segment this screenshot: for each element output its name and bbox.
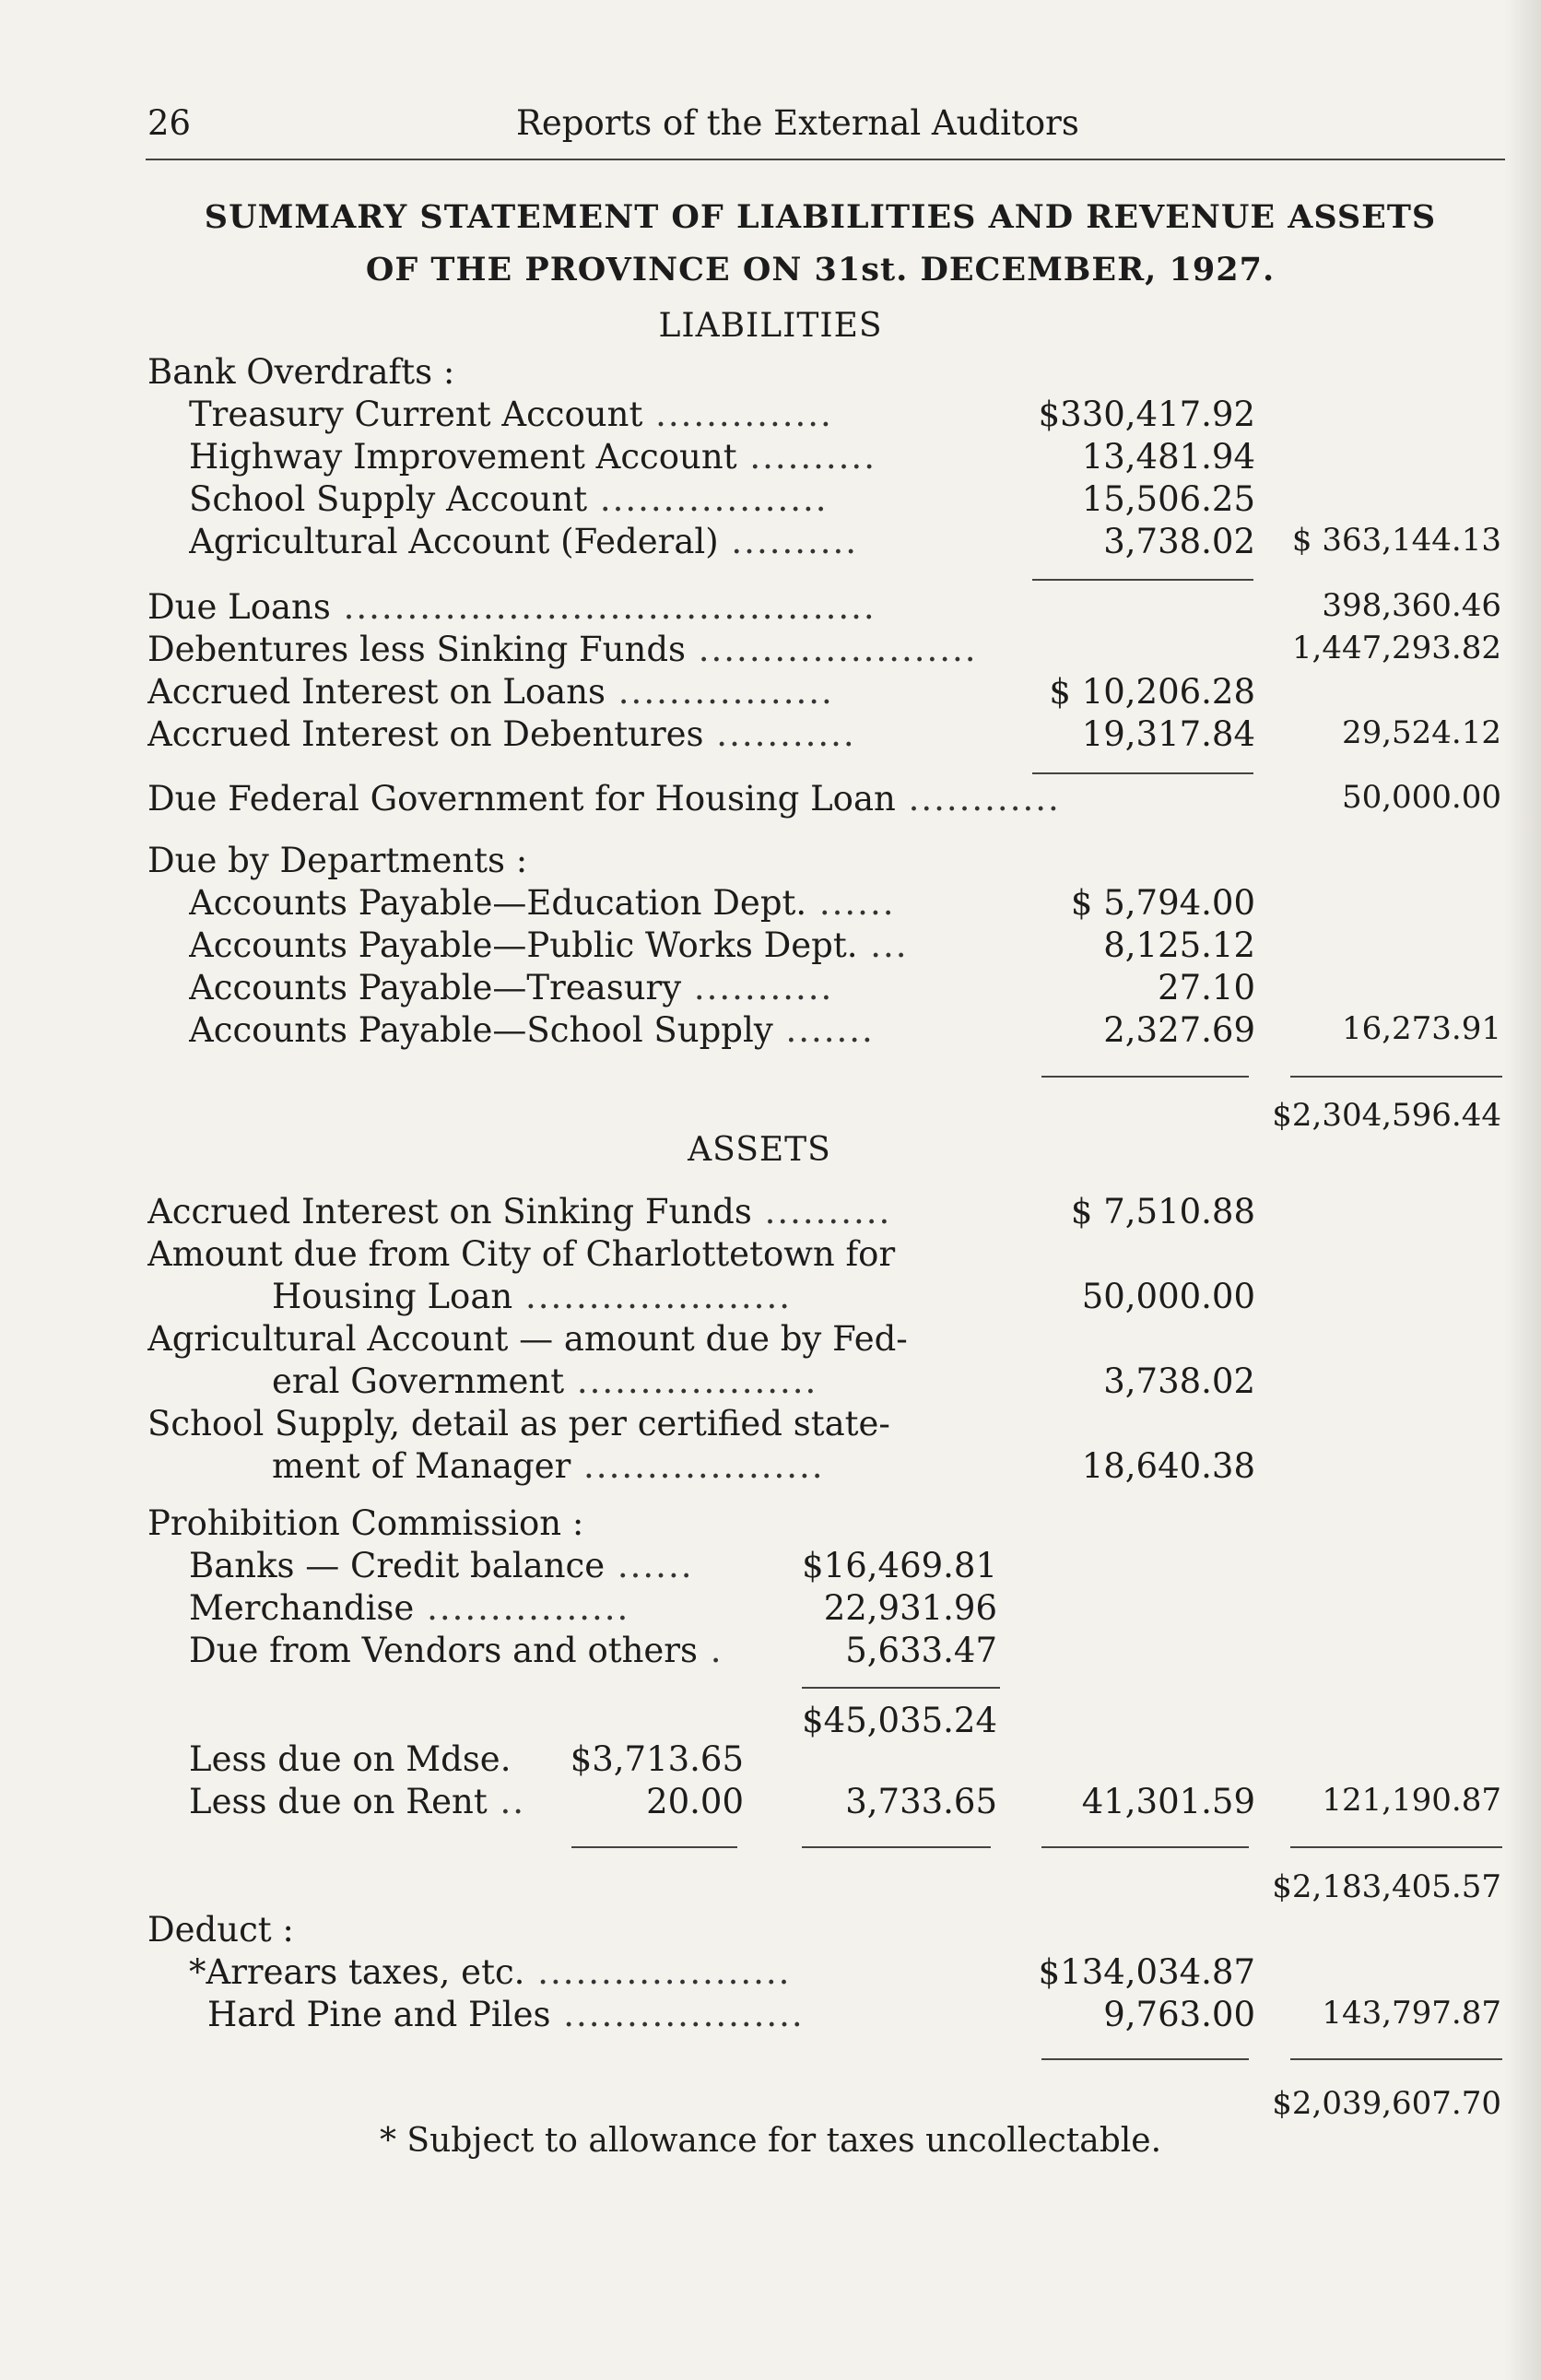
assets-heading: ASSETS (688, 1131, 831, 1169)
row-label: Due Loans .......................................... (147, 587, 876, 627)
row-label: Housing Loan ..................... (272, 1277, 792, 1316)
row-label: Accrued Interest on Loans ................. (147, 672, 834, 712)
subtotal-rule (802, 1846, 991, 1848)
row-total: 121,190.87 (1322, 1782, 1501, 1819)
page-header (147, 103, 1502, 149)
table-row (0, 1631, 1541, 1673)
row-total: 398,360.46 (1322, 587, 1501, 624)
row-amount: $3,713.65 (570, 1739, 744, 1779)
table-row (0, 587, 1541, 630)
row-amount: 13,481.94 (1081, 437, 1255, 477)
row-net: 41,301.59 (1081, 1782, 1255, 1821)
table-row (0, 1588, 1541, 1631)
bank-overdrafts-heading-row (0, 352, 1541, 395)
liabilities-heading: LIABILITIES (658, 307, 883, 345)
row-label: Accounts Payable—Public Works Dept. ... (189, 925, 909, 965)
row-total: 29,524.12 (1341, 714, 1501, 751)
prohibition-subtotal: $45,035.24 (802, 1701, 997, 1740)
row-total: 1,447,293.82 (1291, 630, 1501, 666)
row-amount: 5,633.47 (845, 1631, 997, 1670)
liabilities-grand-total: $2,304,596.44 (1272, 1097, 1501, 1134)
table-row (0, 968, 1541, 1010)
row-label: Due from Vendors and others . (189, 1631, 723, 1670)
row-amount: $330,417.92 (1038, 395, 1255, 434)
table-row (0, 779, 1541, 821)
row-amount: 18,640.38 (1081, 1446, 1255, 1486)
row-amount: 27.10 (1158, 968, 1255, 1007)
table-row (0, 1701, 1541, 1743)
row-label: Highway Improvement Account .......... (189, 437, 876, 477)
header-rule (146, 159, 1505, 160)
table-row (0, 630, 1541, 672)
table-row (0, 437, 1541, 479)
row-amount: $16,469.81 (802, 1546, 997, 1585)
total-rule (1290, 1076, 1502, 1078)
table-row (0, 1010, 1541, 1053)
row-amount: 22,931.96 (823, 1588, 997, 1628)
subtotal-rule (1032, 772, 1253, 774)
table-row (0, 1868, 1541, 1911)
row-amount: $ 10,206.28 (1049, 672, 1255, 712)
running-head: Reports of the External Auditors (516, 103, 1079, 143)
table-row (0, 1995, 1541, 2037)
row-label: Accrued Interest on Sinking Funds .......... (147, 1192, 892, 1231)
row-total: $ 363,144.13 (1291, 522, 1501, 559)
bank-overdrafts-heading: Bank Overdrafts : (147, 352, 455, 392)
row-amount: 20.00 (646, 1782, 744, 1821)
row-amount: 8,125.12 (1103, 925, 1255, 965)
row-label: Accrued Interest on Debentures ........... (147, 714, 856, 754)
row-total: 143,797.87 (1322, 1995, 1501, 2032)
table-row (0, 1319, 1541, 1361)
table-row (0, 479, 1541, 522)
row-amount: 50,000.00 (1081, 1277, 1255, 1316)
net-total: $2,039,607.70 (1272, 2085, 1501, 2122)
row-less-total: 3,733.65 (845, 1782, 997, 1821)
statement-title-line-2: OF THE PROVINCE ON 31st. DECEMBER, 1927. (365, 251, 1276, 289)
row-label: School Supply, detail as per certified state- (147, 1404, 890, 1443)
table-row (0, 1361, 1541, 1404)
statement-title-line-1: SUMMARY STATEMENT OF LIABILITIES AND REVENUE ASSETS (204, 198, 1437, 236)
table-row (0, 1404, 1541, 1446)
table-row (0, 395, 1541, 437)
total-rule (1290, 2058, 1502, 2060)
row-label: Less due on Rent .. (189, 1782, 525, 1821)
row-amount: 3,738.02 (1103, 522, 1255, 561)
row-total: 16,273.91 (1341, 1010, 1501, 1047)
prohibition-heading-row (0, 1503, 1541, 1546)
row-label: Less due on Mdse. (189, 1739, 512, 1779)
row-amount: 9,763.00 (1103, 1995, 1255, 2034)
table-row (0, 1546, 1541, 1588)
subtotal-rule (1041, 2058, 1249, 2060)
row-label: School Supply Account .................. (189, 479, 829, 519)
row-amount: 15,506.25 (1081, 479, 1255, 519)
footnote: * Subject to allowance for taxes uncollectable. (379, 2122, 1162, 2160)
due-by-departments-heading-row (0, 841, 1541, 883)
subtotal-rule (802, 1687, 1000, 1689)
row-label: Treasury Current Account .............. (189, 395, 833, 434)
row-total: 50,000.00 (1341, 779, 1501, 816)
row-label: Due Federal Government for Housing Loan ............ (147, 779, 1061, 819)
row-label: Accounts Payable—Treasury ........... (189, 968, 834, 1007)
row-amount: $ 7,510.88 (1070, 1192, 1255, 1231)
row-label: Debentures less Sinking Funds ...................... (147, 630, 978, 669)
prohibition-heading: Prohibition Commission : (147, 1503, 584, 1543)
table-row (0, 925, 1541, 968)
total-rule (1290, 1846, 1502, 1848)
row-amount: $134,034.87 (1038, 1952, 1255, 1992)
subtotal-rule (571, 1846, 737, 1848)
due-by-departments-heading: Due by Departments : (147, 841, 528, 880)
row-label: Accounts Payable—Education Dept. ...... (189, 883, 896, 923)
deduct-heading: Deduct : (147, 1910, 294, 1950)
row-label: *Arrears taxes, etc. .................... (189, 1952, 792, 1992)
row-label: Banks — Credit balance ...... (189, 1546, 694, 1585)
row-amount: $ 5,794.00 (1070, 883, 1255, 923)
row-label: Accounts Payable—School Supply ....... (189, 1010, 875, 1050)
row-amount: 2,327.69 (1103, 1010, 1255, 1050)
row-label: ment of Manager ................... (272, 1446, 825, 1486)
row-label: Agricultural Account (Federal) .......... (189, 522, 859, 561)
subtotal-rule (1032, 579, 1253, 581)
table-row (0, 1782, 1541, 1824)
table-row (0, 1277, 1541, 1319)
row-label: Merchandise ................ (189, 1588, 630, 1628)
table-row (0, 1192, 1541, 1234)
row-label: Agricultural Account — amount due by Fed- (147, 1319, 908, 1359)
table-row (0, 1234, 1541, 1277)
table-row (0, 1952, 1541, 1995)
subtotal-rule (1041, 1076, 1249, 1078)
table-row (0, 522, 1541, 564)
assets-subtotal: $2,183,405.57 (1272, 1868, 1501, 1905)
row-label: eral Government ................... (272, 1361, 818, 1401)
row-amount: 19,317.84 (1081, 714, 1255, 754)
table-row (0, 1446, 1541, 1489)
table-row (0, 714, 1541, 757)
page-number: 26 (147, 103, 192, 143)
deduct-heading-row (0, 1910, 1541, 1952)
page-edge-shadow (1504, 0, 1541, 2380)
table-row (0, 672, 1541, 714)
row-label: Amount due from City of Charlottetown for (147, 1234, 896, 1274)
row-amount: 3,738.02 (1103, 1361, 1255, 1401)
subtotal-rule (1041, 1846, 1249, 1848)
table-row (0, 883, 1541, 925)
row-label: Hard Pine and Piles ................... (207, 1995, 805, 2034)
table-row (0, 1739, 1541, 1782)
